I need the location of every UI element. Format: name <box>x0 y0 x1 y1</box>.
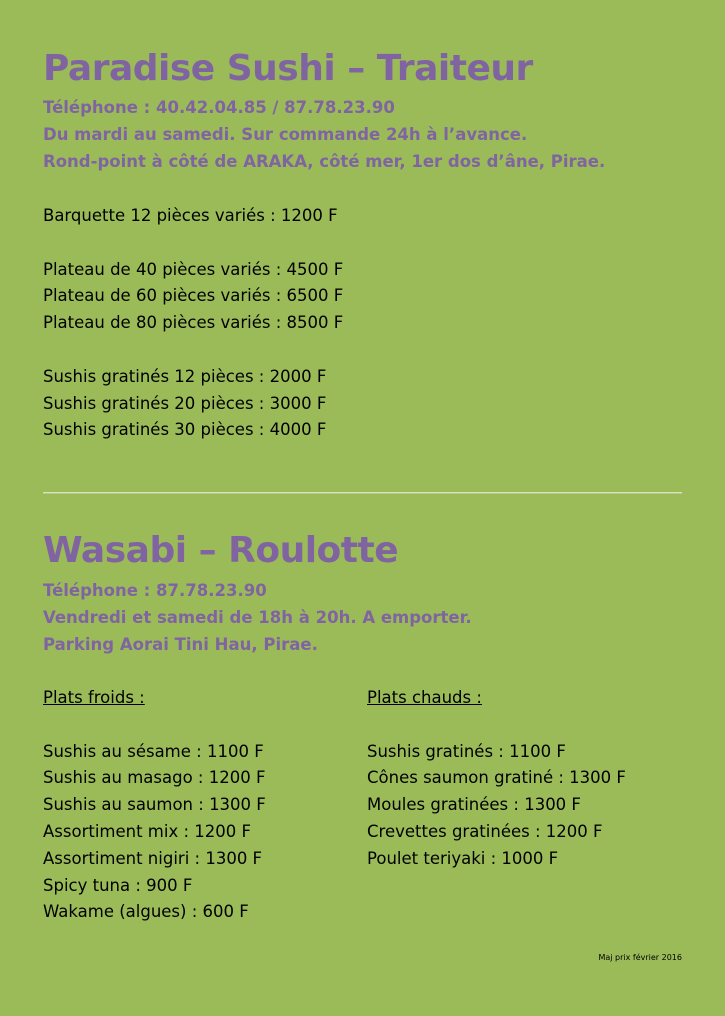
wasabi-phone: Téléphone : 87.78.23.90 <box>43 581 267 600</box>
wasabi-hot-column <box>367 685 626 873</box>
paradise-price-list <box>43 203 343 444</box>
wasabi-title: Wasabi – Roulotte <box>43 530 399 571</box>
price-update-note: Maj prix février 2016 <box>598 953 682 962</box>
wasabi-hours: Vendredi et samedi de 18h à 20h. A emporter. <box>43 607 472 627</box>
cold-dish-item: Sushis au sésame : 1100 F <box>43 741 264 761</box>
paradise-section <box>43 0 682 490</box>
wasabi-cold-column <box>43 685 266 926</box>
price-line: Plateau de 60 pièces variés : 6500 F <box>43 286 344 306</box>
hot-dish-item: Cônes saumon gratiné : 1300 F <box>367 768 626 788</box>
paradise-address: Rond-point à côté de ARAKA, côté mer, 1er dos d’âne, Pirae. <box>43 151 606 171</box>
paradise-hours: Du mardi au samedi. Sur commande 24h à l’avance. <box>43 124 528 144</box>
price-line: Barquette 12 pièces variés : 1200 F <box>43 206 338 225</box>
wasabi-address: Parking Aorai Tini Hau, Pirae. <box>43 634 318 654</box>
price-line: Sushis gratinés 12 pièces : 2000 F <box>43 366 327 386</box>
cold-dish-item: Assortiment mix : 1200 F <box>43 821 252 841</box>
cold-dishes-heading: Plats froids : <box>43 688 145 707</box>
hot-dish-item: Poulet teriyaki : 1000 F <box>367 848 559 868</box>
cold-dish-item: Assortiment nigiri : 1300 F <box>43 848 263 868</box>
wasabi-section <box>43 500 682 940</box>
hot-dish-item: Crevettes gratinées : 1200 F <box>367 821 603 841</box>
section-divider <box>43 492 682 493</box>
hot-dish-item: Moules gratinées : 1300 F <box>367 795 581 815</box>
price-line: Sushis gratinés 20 pièces : 3000 F <box>43 393 327 413</box>
paradise-info <box>43 95 605 175</box>
price-line: Plateau de 40 pièces variés : 4500 F <box>43 259 344 279</box>
paradise-phone: Téléphone : 40.42.04.85 / 87.78.23.90 <box>43 98 395 117</box>
paradise-title: Paradise Sushi – Traiteur <box>43 48 533 89</box>
wasabi-info <box>43 578 472 658</box>
hot-dishes-heading: Plats chauds : <box>367 688 482 707</box>
cold-dish-item: Spicy tuna : 900 F <box>43 875 193 895</box>
cold-dish-item: Wakame (algues) : 600 F <box>43 902 249 922</box>
hot-dish-item: Sushis gratinés : 1100 F <box>367 741 566 761</box>
price-line: Sushis gratinés 30 pièces : 4000 F <box>43 420 327 440</box>
cold-dish-item: Sushis au saumon : 1300 F <box>43 795 266 815</box>
price-line: Plateau de 80 pièces variés : 8500 F <box>43 313 344 333</box>
cold-dish-item: Sushis au masago : 1200 F <box>43 768 266 788</box>
